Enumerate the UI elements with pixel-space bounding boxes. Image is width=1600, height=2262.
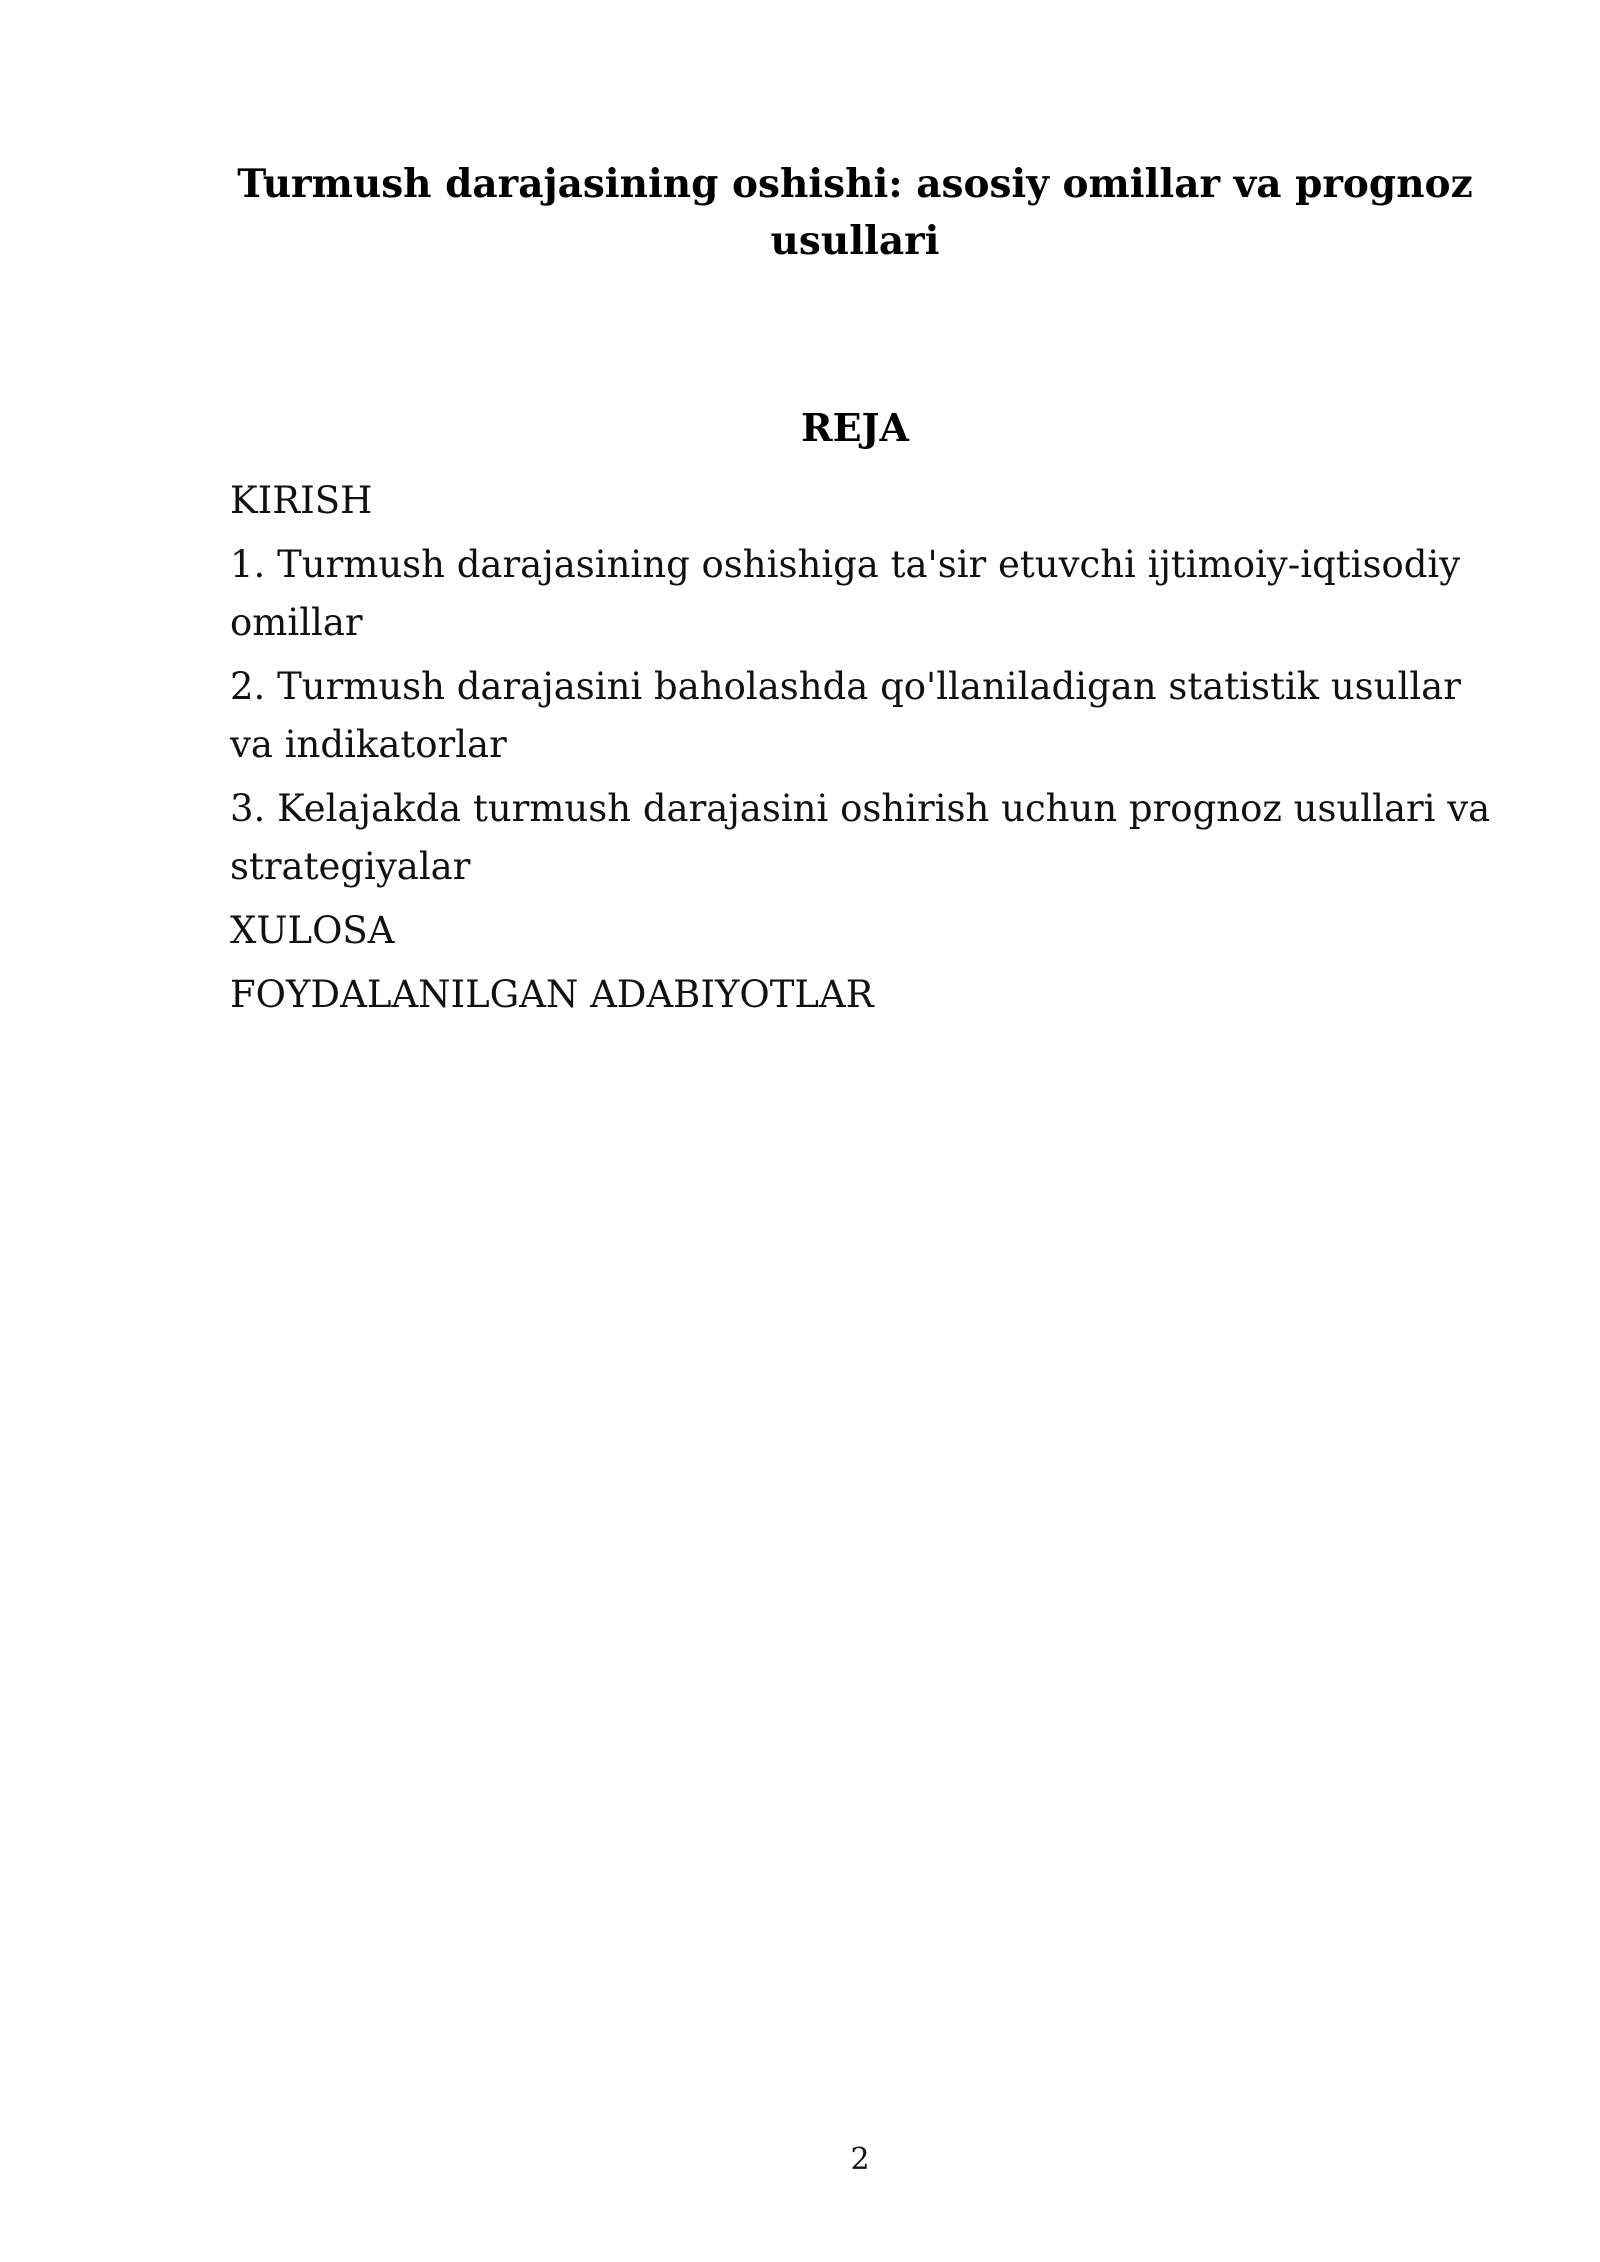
toc-item-section-3: 3. Kelajakda turmush darajasini oshirish uchun prognoz usullari va strategiyalar — [230, 787, 1491, 888]
document-title: Turmush darajasining oshishi: asosiy omillar va prognoz usullari — [237, 161, 1473, 264]
toc-item-section-2: 2. Turmush darajasini baholashda qo'llaniladigan statistik usullar va indikatorlar — [230, 665, 1461, 766]
toc-item-section-1: 1. Turmush darajasining oshishiga ta'sir etuvchi ijtimoiy-iqtisodiy omillar — [230, 543, 1461, 644]
page-number: 2 — [850, 2142, 870, 2177]
toc-item-references: FOYDALANILGAN ADABIYOTLAR — [230, 973, 874, 1016]
table-of-contents — [230, 472, 1500, 1030]
toc-item-conclusion: XULOSA — [230, 909, 395, 952]
plan-heading: REJA — [800, 405, 909, 450]
toc-item-introduction: KIRISH — [230, 479, 373, 522]
